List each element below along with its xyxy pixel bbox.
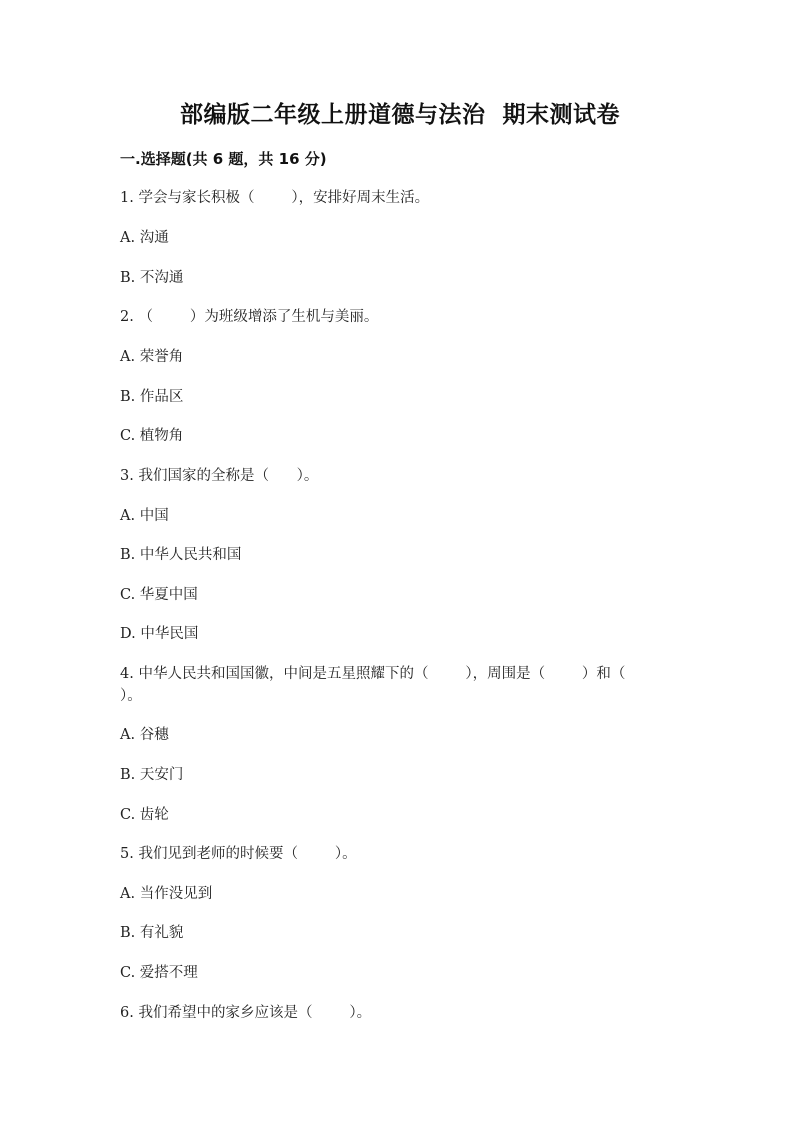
question-4-option-b: B. 天安门 <box>120 767 184 783</box>
question-5-option-c: C. 爱搭不理 <box>120 965 198 981</box>
question-3-stem: 3. 我们国家的全称是（ ）。 <box>120 468 319 484</box>
question-4-option-c: C. 齿轮 <box>120 807 169 823</box>
question-1-option-a: A. 沟通 <box>120 230 169 246</box>
question-4-stem: 4. 中华人民共和国国徽，中间是五星照耀下的（ ），周围是（ ）和（ ）。 <box>120 666 663 704</box>
question-2-option-a: A. 荣誉角 <box>120 349 184 365</box>
question-5-option-a: A. 当作没见到 <box>120 886 213 902</box>
question-3-option-c: C. 华夏中国 <box>120 587 198 603</box>
question-4-option-a: A. 谷穗 <box>120 727 169 743</box>
question-3-option-a: A. 中国 <box>120 508 169 524</box>
question-3-option-d: D. 中华民国 <box>120 626 199 642</box>
question-5-stem: 5. 我们见到老师的时候要（ ）。 <box>120 846 357 862</box>
question-2-option-c: C. 植物角 <box>120 428 184 444</box>
question-2-option-b: B. 作品区 <box>120 389 184 405</box>
question-3-option-b: B. 中华人民共和国 <box>120 547 242 563</box>
question-5-option-b: B. 有礼貌 <box>120 925 184 941</box>
section-heading: 一.选择题(共 6 题，共 16 分) <box>120 150 327 168</box>
question-1-option-b: B. 不沟通 <box>120 270 184 286</box>
question-2-stem: 2. （ ）为班级增添了生机与美丽。 <box>120 309 379 325</box>
question-6-stem: 6. 我们希望中的家乡应该是（ ）。 <box>120 1005 372 1021</box>
page-title: 部编版二年级上册道德与法治 期末测试卷 <box>179 102 620 128</box>
question-1-stem: 1. 学会与家长积极（ ），安排好周末生活。 <box>120 190 430 206</box>
